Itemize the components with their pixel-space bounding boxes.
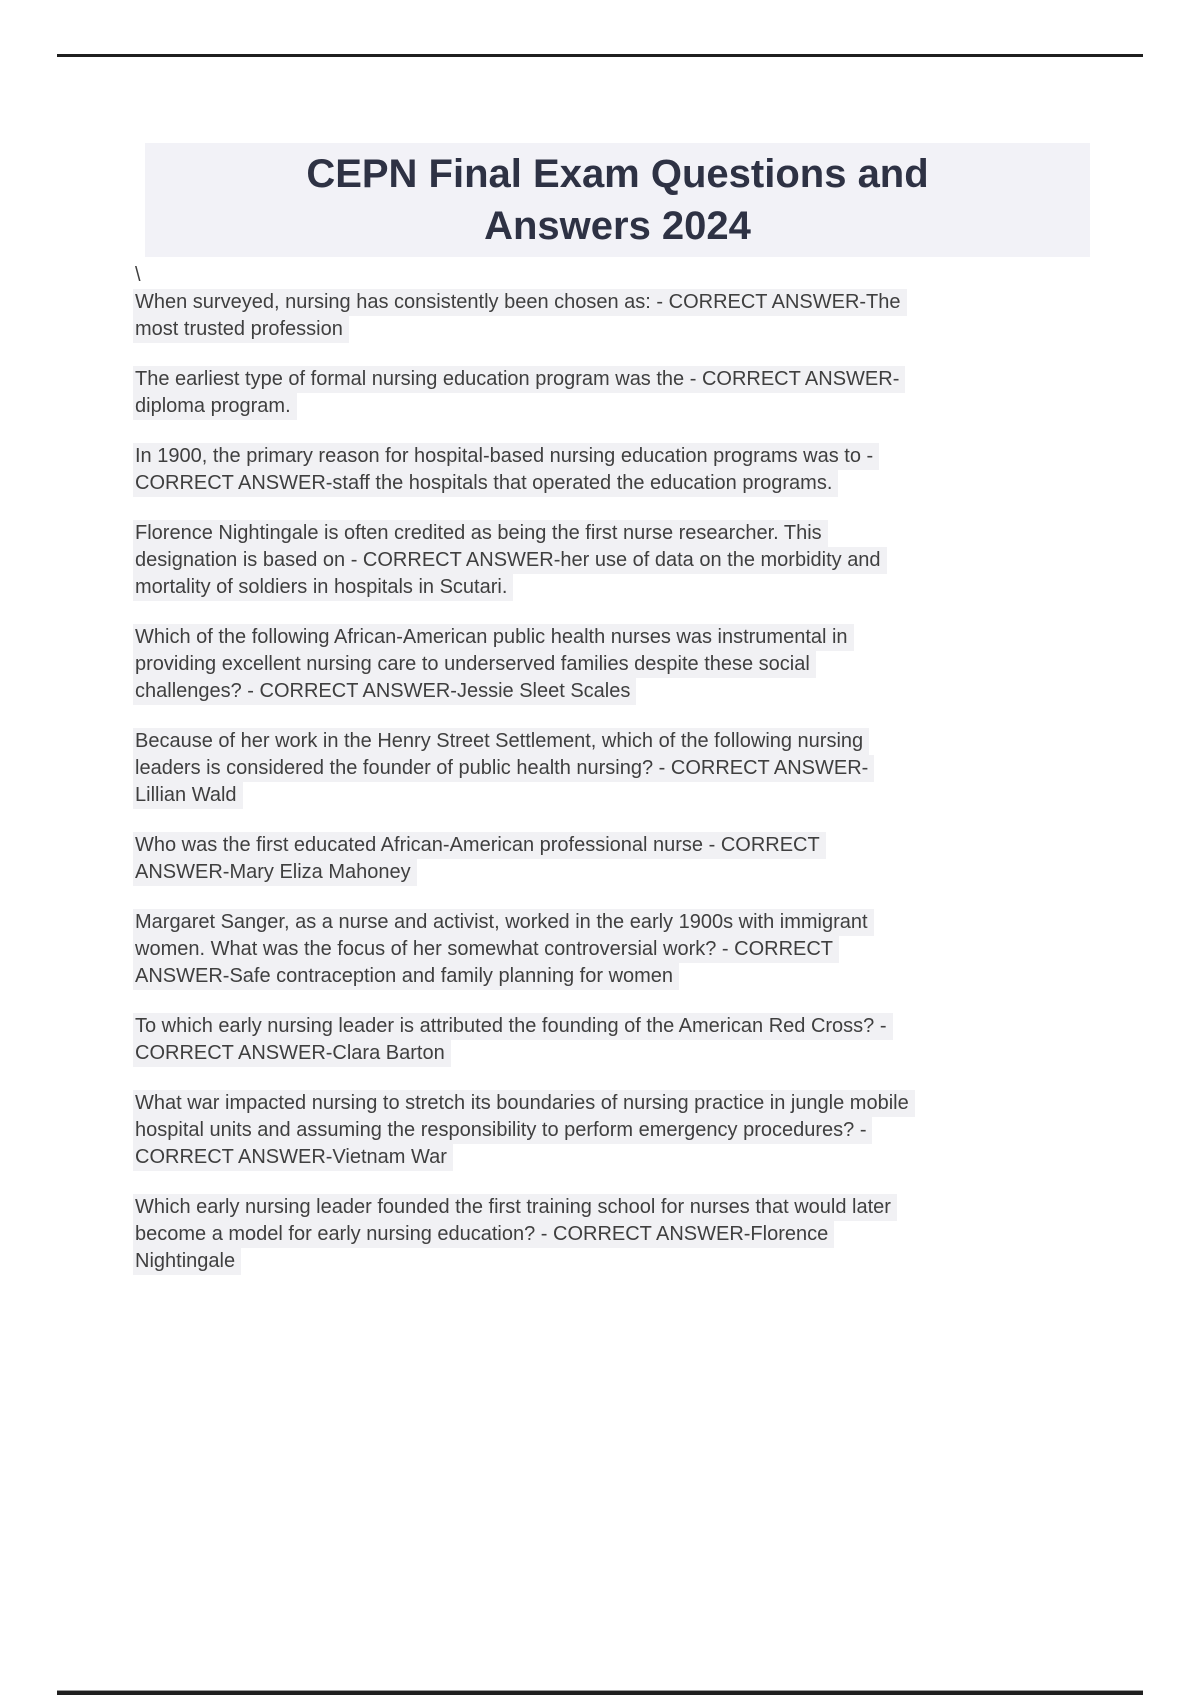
qa-line-highlight: Because of her work in the Henry Street Settlement, which of the following nursing <box>133 728 869 755</box>
qa-line-highlight: CORRECT ANSWER-staff the hospitals that operated the education programs. <box>133 470 838 497</box>
qa-line-highlight: CORRECT ANSWER-Clara Barton <box>133 1040 451 1067</box>
qa-line <box>135 1248 1035 1275</box>
qa-line-highlight: ANSWER-Mary Eliza Mahoney <box>133 859 417 886</box>
qa-line-highlight: Which early nursing leader founded the first training school for nurses that would later <box>133 1194 897 1221</box>
qa-line <box>135 574 1035 601</box>
bottom-rule <box>57 1691 1143 1695</box>
qa-paragraph <box>135 832 1035 886</box>
qa-line <box>135 1194 1035 1221</box>
qa-line-highlight: CORRECT ANSWER-Vietnam War <box>133 1144 453 1171</box>
qa-line-highlight: Which of the following African-American public health nurses was instrumental in <box>133 624 854 651</box>
qa-line <box>135 1221 1035 1248</box>
qa-line-highlight: hospital units and assuming the responsibility to perform emergency procedures? - <box>133 1117 872 1144</box>
qa-paragraph <box>135 1194 1035 1275</box>
qa-line <box>135 1144 1035 1171</box>
page-title <box>306 148 928 252</box>
qa-line-highlight: ANSWER-Safe contraception and family planning for women <box>133 963 679 990</box>
qa-line <box>135 393 1035 420</box>
qa-line-highlight: challenges? - CORRECT ANSWER-Jessie Sleet Scales <box>133 678 636 705</box>
qa-line-highlight: leaders is considered the founder of public health nursing? - CORRECT ANSWER- <box>133 755 874 782</box>
qa-line <box>135 1013 1035 1040</box>
qa-line <box>135 624 1035 651</box>
qa-line <box>135 782 1035 809</box>
qa-line-highlight: Lillian Wald <box>133 782 243 809</box>
qa-line <box>135 470 1035 497</box>
page-title-line2: Answers 2024 <box>484 204 751 248</box>
qa-line-highlight: Who was the first educated African-American professional nurse - CORRECT <box>133 832 826 859</box>
qa-paragraph <box>135 728 1035 809</box>
qa-line <box>135 316 1035 343</box>
qa-line-highlight: women. What was the focus of her somewhat controversial work? - CORRECT <box>133 936 839 963</box>
qa-line-highlight: The earliest type of formal nursing education program was the - CORRECT ANSWER- <box>133 366 905 393</box>
qa-line <box>135 443 1035 470</box>
qa-paragraph <box>135 366 1035 420</box>
slash-mark: \ <box>135 264 141 286</box>
qa-line <box>135 936 1035 963</box>
qa-line <box>135 832 1035 859</box>
qa-line-highlight: most trusted profession <box>133 316 349 343</box>
qa-line <box>135 728 1035 755</box>
title-box <box>145 143 1090 257</box>
qa-line <box>135 1040 1035 1067</box>
qa-paragraph <box>135 520 1035 601</box>
qa-line-highlight: What war impacted nursing to stretch its boundaries of nursing practice in jungle mobile <box>133 1090 915 1117</box>
qa-line <box>135 289 1035 316</box>
qa-line <box>135 547 1035 574</box>
qa-paragraph <box>135 624 1035 705</box>
qa-line-highlight: When surveyed, nursing has consistently been chosen as: - CORRECT ANSWER-The <box>133 289 907 316</box>
qa-paragraph <box>135 1013 1035 1067</box>
qa-paragraph <box>135 289 1035 343</box>
qa-line-highlight: Nightingale <box>133 1248 241 1275</box>
qa-line-highlight: providing excellent nursing care to underserved families despite these social <box>133 651 816 678</box>
qa-line-highlight: Florence Nightingale is often credited as being the first nurse researcher. This <box>133 520 828 547</box>
qa-line-highlight: mortality of soldiers in hospitals in Scutari. <box>133 574 513 601</box>
qa-line <box>135 1090 1035 1117</box>
qa-line <box>135 909 1035 936</box>
page-title-line1: CEPN Final Exam Questions and <box>306 152 929 196</box>
qa-paragraph <box>135 443 1035 497</box>
qa-line <box>135 1117 1035 1144</box>
qa-line <box>135 520 1035 547</box>
qa-line <box>135 651 1035 678</box>
qa-line-highlight: diploma program. <box>133 393 297 420</box>
qa-line-highlight: designation is based on - CORRECT ANSWER-her use of data on the morbidity and <box>133 547 887 574</box>
qa-line <box>135 859 1035 886</box>
qa-line <box>135 366 1035 393</box>
qa-line-highlight: become a model for early nursing education? - CORRECT ANSWER-Florence <box>133 1221 834 1248</box>
qa-line-highlight: Margaret Sanger, as a nurse and activist, worked in the early 1900s with immigrant <box>133 909 874 936</box>
document-content <box>135 262 1035 1298</box>
qa-line <box>135 678 1035 705</box>
qa-paragraph <box>135 909 1035 990</box>
qa-line <box>135 755 1035 782</box>
top-rule <box>57 54 1143 57</box>
qa-line <box>135 963 1035 990</box>
paragraph-list <box>135 289 1035 1275</box>
qa-line-highlight: To which early nursing leader is attributed the founding of the American Red Cross? - <box>133 1013 893 1040</box>
qa-line-highlight: In 1900, the primary reason for hospital-based nursing education programs was to - <box>133 443 879 470</box>
qa-paragraph <box>135 1090 1035 1171</box>
